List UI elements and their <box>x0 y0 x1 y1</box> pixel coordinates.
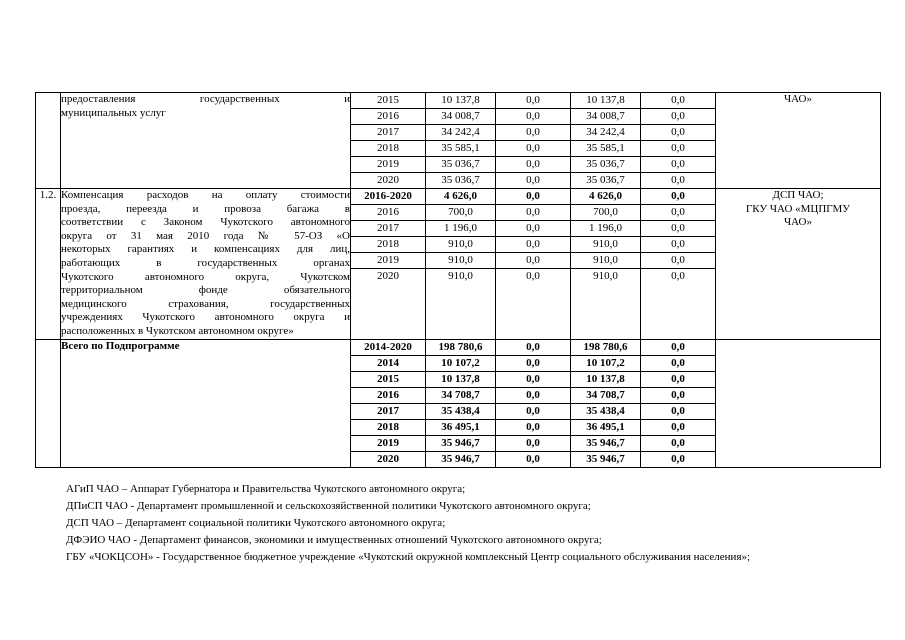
column-years <box>351 93 426 189</box>
value-cell: 10 137,8 <box>426 372 495 388</box>
year-cell: 2018 <box>351 420 425 436</box>
value-cell: 0,0 <box>641 109 715 125</box>
value-cell: 0,0 <box>641 93 715 109</box>
row-description <box>61 189 351 340</box>
note-line: ДФЭИО ЧАО - Департамент финансов, экономики и имущественных отношений Чукотского автономного округа; <box>66 534 602 546</box>
year-cell: 2020 <box>377 174 399 186</box>
value-cell: 0,0 <box>496 340 570 356</box>
table-row <box>36 93 881 189</box>
value-cell: 0,0 <box>496 93 570 109</box>
description-line: Всего по Подпрограмме <box>61 339 180 352</box>
value-cell: 910,0 <box>426 237 495 253</box>
value-cell: 0,0 <box>496 125 570 141</box>
value-cell: 1 196,0 <box>571 221 640 237</box>
description-line: соответствии с Законом Чукотского автономного <box>61 216 350 229</box>
row-description <box>61 339 351 467</box>
value-cell: 0,0 <box>641 125 715 141</box>
year-cell: 2015 <box>351 372 425 388</box>
description-line: Компенсация расходов на оплату стоимости <box>61 189 350 201</box>
year-cell: 2016 <box>351 388 425 404</box>
column-c1 <box>426 189 496 340</box>
year-cell: 2016 <box>351 205 425 221</box>
column-c4 <box>641 93 716 189</box>
value-cell: 910,0 <box>571 237 640 253</box>
column-c4 <box>641 189 716 340</box>
abbreviations-notes <box>66 481 866 566</box>
value-cell: 0,0 <box>641 189 715 205</box>
year-cell: 2015 <box>351 93 425 109</box>
value-cell: 0,0 <box>641 388 715 404</box>
table-row <box>36 339 881 467</box>
note-line: АГиП ЧАО – Аппарат Губернатора и Правительства Чукотского автономного округа; <box>66 483 466 495</box>
value-cell: 1 196,0 <box>426 221 495 237</box>
value-cell: 0,0 <box>526 270 540 282</box>
value-cell: 34 708,7 <box>426 388 495 404</box>
value-cell: 35 036,7 <box>441 174 480 186</box>
value-cell: 0,0 <box>526 174 540 186</box>
value-cell: 10 137,8 <box>571 372 640 388</box>
value-cell: 0,0 <box>641 436 715 452</box>
value-cell: 0,0 <box>641 237 715 253</box>
value-cell: 10 137,8 <box>426 93 495 109</box>
column-c1 <box>426 339 496 467</box>
executor-cell <box>716 339 881 467</box>
year-cell: 2020 <box>377 452 399 465</box>
value-cell: 0,0 <box>496 404 570 420</box>
description-line: расположенных в Чукотском автономном округе» <box>61 324 294 337</box>
column-c1 <box>426 93 496 189</box>
value-cell: 35 036,7 <box>571 157 640 173</box>
value-cell: 198 780,6 <box>426 340 495 356</box>
description-line: учреждениях Чукотского автономного округа и <box>61 311 350 324</box>
description-line: работающих в государственных органах <box>61 256 350 269</box>
value-cell: 35 585,1 <box>426 141 495 157</box>
value-cell: 910,0 <box>448 270 473 282</box>
year-cell: 2014 <box>351 356 425 372</box>
column-c2 <box>496 93 571 189</box>
value-cell: 35 036,7 <box>426 157 495 173</box>
value-cell: 0,0 <box>641 221 715 237</box>
value-cell: 34 242,4 <box>426 125 495 141</box>
value-cell: 4 626,0 <box>426 189 495 205</box>
executor-line: ЧАО» <box>784 93 812 105</box>
row-number: 1.2. <box>36 189 61 340</box>
value-cell: 35 438,4 <box>426 404 495 420</box>
year-cell: 2020 <box>377 270 399 282</box>
value-cell: 0,0 <box>641 253 715 269</box>
row-number <box>36 339 61 467</box>
value-cell: 910,0 <box>571 253 640 269</box>
value-cell: 0,0 <box>496 109 570 125</box>
value-cell: 34 242,4 <box>571 125 640 141</box>
value-cell: 35 036,7 <box>586 174 625 186</box>
value-cell: 35 438,4 <box>571 404 640 420</box>
value-cell: 0,0 <box>496 356 570 372</box>
value-cell: 910,0 <box>426 253 495 269</box>
row-number <box>36 93 61 189</box>
value-cell: 35 585,1 <box>571 141 640 157</box>
value-cell: 700,0 <box>426 205 495 221</box>
column-c3 <box>571 339 641 467</box>
value-cell: 0,0 <box>496 436 570 452</box>
note-line: ДСП ЧАО – Департамент социальной политики Чукотского автономного округа; <box>66 517 446 529</box>
value-cell: 34 008,7 <box>426 109 495 125</box>
value-cell: 35 946,7 <box>586 452 625 465</box>
value-cell: 0,0 <box>641 420 715 436</box>
note-line: ДПиСП ЧАО - Департамент промышленной и сельскохозяйственной политики Чукотского автономного округа; <box>66 500 591 512</box>
description-line: проезда, переезда и провоза багажа в <box>61 202 350 215</box>
year-cell: 2019 <box>351 436 425 452</box>
value-cell: 0,0 <box>496 157 570 173</box>
value-cell: 0,0 <box>496 221 570 237</box>
column-years <box>351 189 426 340</box>
value-cell: 0,0 <box>671 270 685 282</box>
executor-line: ДСП ЧАО; <box>772 189 824 201</box>
description-line: округа от 31 мая 2010 года № 57-ОЗ «О <box>61 229 350 242</box>
value-cell: 36 495,1 <box>571 420 640 436</box>
note-line: ГБУ «ЧОКЦСОН» - Государственное бюджетное учреждение «Чукотский окружной комплексный Центр социального обслуживания населения»; <box>66 551 751 563</box>
year-cell: 2019 <box>351 253 425 269</box>
value-cell: 35 946,7 <box>571 436 640 452</box>
value-cell: 34 708,7 <box>571 388 640 404</box>
executor-line: ЧАО» <box>784 216 812 229</box>
year-cell: 2017 <box>351 404 425 420</box>
value-cell: 0,0 <box>496 253 570 269</box>
value-cell: 0,0 <box>641 372 715 388</box>
value-cell: 0,0 <box>641 340 715 356</box>
description-line: медицинского страхования, государственных <box>61 297 350 310</box>
year-cell: 2018 <box>351 237 425 253</box>
year-cell: 2019 <box>351 157 425 173</box>
value-cell: 0,0 <box>641 205 715 221</box>
value-cell: 4 626,0 <box>571 189 640 205</box>
value-cell: 0,0 <box>496 189 570 205</box>
value-cell: 0,0 <box>496 237 570 253</box>
executor-cell <box>716 93 881 189</box>
value-cell: 35 946,7 <box>426 436 495 452</box>
value-cell: 0,0 <box>526 452 540 465</box>
value-cell: 0,0 <box>641 404 715 420</box>
year-cell: 2016 <box>351 109 425 125</box>
table-row <box>36 189 881 340</box>
value-cell: 34 008,7 <box>571 109 640 125</box>
subprogram-table <box>35 92 881 468</box>
year-cell: 2017 <box>351 125 425 141</box>
value-cell: 10 137,8 <box>571 93 640 109</box>
value-cell: 0,0 <box>641 157 715 173</box>
column-c3 <box>571 93 641 189</box>
value-cell: 0,0 <box>496 372 570 388</box>
year-cell: 2017 <box>351 221 425 237</box>
description-line: Чукотского автономного округа, Чукотском <box>61 270 350 283</box>
value-cell: 36 495,1 <box>426 420 495 436</box>
value-cell: 10 107,2 <box>571 356 640 372</box>
description-line: муниципальных услуг <box>61 106 166 119</box>
description-line: некоторых гарантиях и компенсациях для лиц, <box>61 243 350 256</box>
value-cell: 0,0 <box>496 420 570 436</box>
executor-cell <box>716 189 881 340</box>
value-cell: 0,0 <box>671 174 685 186</box>
value-cell: 910,0 <box>593 270 618 282</box>
value-cell: 0,0 <box>641 356 715 372</box>
value-cell: 198 780,6 <box>571 340 640 356</box>
value-cell: 0,0 <box>641 141 715 157</box>
value-cell: 10 107,2 <box>426 356 495 372</box>
value-cell: 0,0 <box>496 205 570 221</box>
executor-line: ГКУ ЧАО «МЦПГМУ <box>745 202 851 215</box>
year-cell: 2016-2020 <box>351 189 425 205</box>
row-description <box>61 93 351 189</box>
column-c3 <box>571 189 641 340</box>
description-line: предоставления государственных и <box>61 93 350 105</box>
column-c2 <box>496 339 571 467</box>
value-cell: 0,0 <box>496 141 570 157</box>
year-cell: 2018 <box>351 141 425 157</box>
column-c4 <box>641 339 716 467</box>
column-c2 <box>496 189 571 340</box>
value-cell: 700,0 <box>571 205 640 221</box>
value-cell: 35 946,7 <box>441 452 480 465</box>
year-cell: 2014-2020 <box>351 340 425 356</box>
description-line: территориальном фонде обязательного <box>61 284 350 297</box>
value-cell: 0,0 <box>496 388 570 404</box>
value-cell: 0,0 <box>671 452 685 465</box>
column-years <box>351 339 426 467</box>
